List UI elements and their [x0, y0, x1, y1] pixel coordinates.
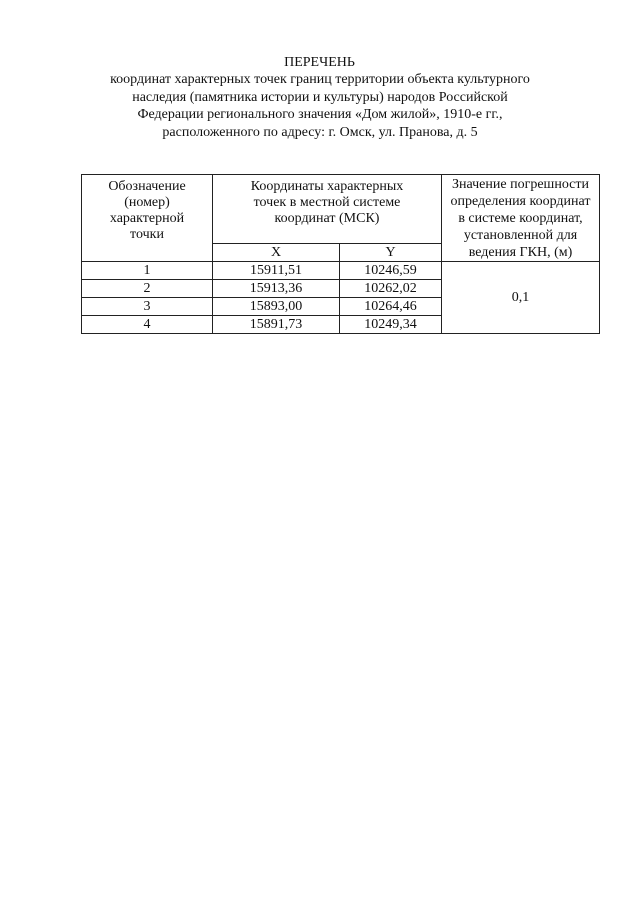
cell-point: 4 — [82, 316, 213, 334]
subtitle-line: Федерации регионального значения «Дом жилой», 1910-е гг., — [137, 107, 503, 122]
cell-x: 15911,51 — [213, 262, 340, 280]
cell-point: 1 — [82, 262, 213, 280]
header-x: X — [213, 244, 340, 262]
document-title: ПЕРЕЧЕНЬ — [284, 55, 355, 70]
subtitle-line: наследия (памятника истории и культуры) народов Российской — [132, 89, 508, 105]
subtitle-line: расположенного по адресу: г. Омск, ул. Пранова, д. 5 — [162, 124, 478, 140]
cell-y: 10246,59 — [340, 262, 442, 280]
subtitle-line: координат характерных точек границ территории объекта культурного — [110, 72, 530, 87]
header-y: Y — [340, 244, 442, 262]
table-row — [82, 262, 600, 280]
cell-y: 10262,02 — [340, 280, 442, 298]
cell-y: 10264,46 — [340, 298, 442, 316]
cell-x: 15913,36 — [213, 280, 340, 298]
document-subtitle — [60, 71, 580, 141]
header-coordinates: Координаты характерных точек в местной системе координат (МСК) — [213, 175, 442, 244]
header-point-designation: Обозначение (номер) характерной точки — [82, 175, 213, 262]
cell-error-value: 0,1 — [442, 262, 600, 334]
cell-y: 10249,34 — [340, 316, 442, 334]
coordinates-table — [81, 174, 600, 334]
header-error-value: Значение погрешности определения координат в системе координат, установленной для ведения ГКН, (м) — [442, 175, 600, 262]
cell-x: 15891,73 — [213, 316, 340, 334]
cell-x: 15893,00 — [213, 298, 340, 316]
cell-point: 3 — [82, 298, 213, 316]
cell-point: 2 — [82, 280, 213, 298]
